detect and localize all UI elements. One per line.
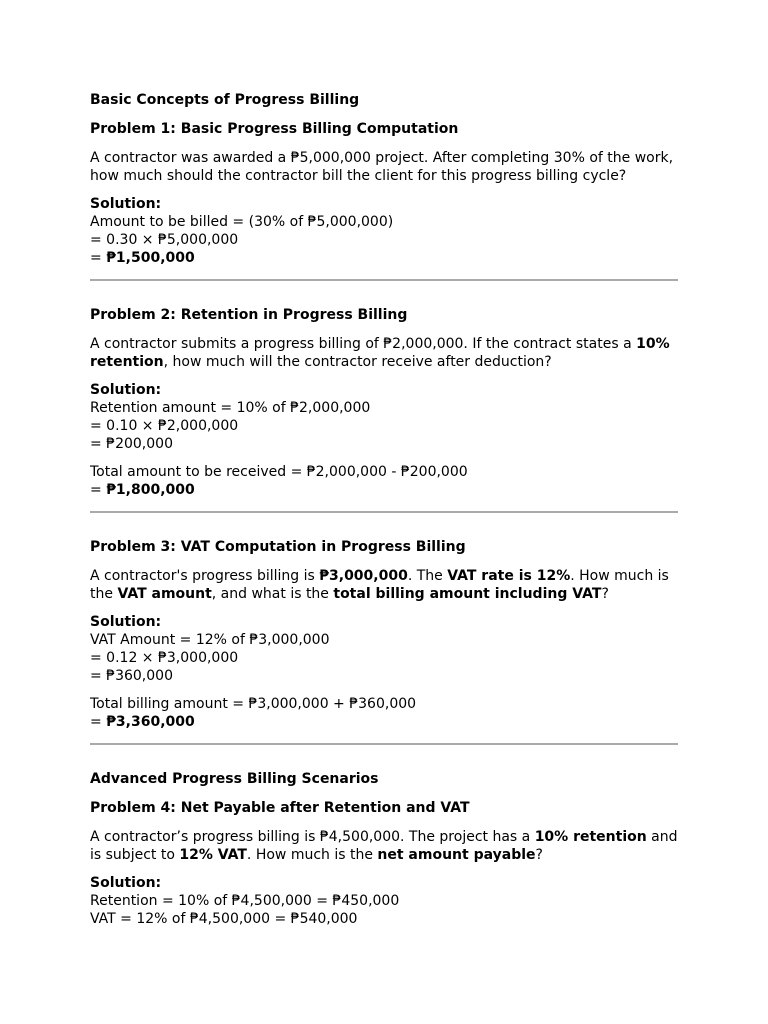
question-text: A contractor’s progress billing is ₱4,500,000. The project has a	[90, 829, 535, 845]
question-text: ?	[535, 847, 543, 863]
question-text: . The	[407, 568, 448, 584]
question-emphasis: 10% retention	[534, 829, 647, 845]
question-emphasis: 12% VAT	[179, 847, 247, 863]
question-text: ?	[601, 586, 609, 602]
problem-4	[90, 799, 678, 928]
result-prefix: =	[90, 714, 107, 730]
problem-3-question	[90, 567, 678, 603]
solution-total-line: Total amount to be received = ₱2,000,000 - ₱200,000	[90, 464, 468, 480]
problem-1-heading: Problem 1: Basic Progress Billing Computation	[90, 121, 459, 137]
problem-1-solution	[90, 195, 678, 267]
question-emphasis: net amount payable	[377, 847, 536, 863]
problem-4-heading: Problem 4: Net Payable after Retention and VAT	[90, 800, 470, 816]
problem-2-solution	[90, 381, 678, 499]
section-divider	[90, 279, 678, 281]
solution-total-line: Total billing amount = ₱3,000,000 + ₱360,000	[90, 696, 417, 712]
problem-2-heading: Problem 2: Retention in Progress Billing	[90, 307, 408, 323]
problem-4-solution	[90, 874, 678, 928]
question-emphasis: ₱3,000,000	[319, 568, 408, 584]
problem-3	[90, 538, 678, 731]
question-text: A contractor's progress billing is	[90, 568, 320, 584]
solution-label: Solution:	[90, 196, 162, 212]
problem-4-question	[90, 828, 678, 864]
problem-3-heading: Problem 3: VAT Computation in Progress Billing	[90, 539, 466, 555]
solution-line: Retention = 10% of ₱4,500,000 = ₱450,000	[90, 893, 400, 909]
solution-label: Solution:	[90, 382, 162, 398]
result-value: ₱1,500,000	[106, 250, 195, 266]
document-content	[90, 91, 678, 928]
question-emphasis: 10% retention	[90, 336, 670, 370]
section-divider	[90, 743, 678, 745]
section-title: Advanced Progress Billing Scenarios	[90, 771, 379, 787]
solution-line: Amount to be billed = (30% of ₱5,000,000)	[90, 214, 394, 230]
solution-line: Retention amount = 10% of ₱2,000,000	[90, 400, 371, 416]
result-prefix: =	[90, 250, 107, 266]
section-divider	[90, 511, 678, 513]
result-prefix: =	[90, 482, 107, 498]
result-value: ₱1,800,000	[106, 482, 195, 498]
question-emphasis: VAT rate is 12%	[447, 568, 571, 584]
question-text: . How much is the	[90, 568, 669, 602]
question-text: , and what is the	[211, 586, 334, 602]
solution-line: = ₱360,000	[90, 668, 173, 684]
solution-result-line	[90, 481, 678, 499]
problem-1	[90, 120, 678, 267]
question-text: . How much is the	[246, 847, 378, 863]
page-title: Basic Concepts of Progress Billing	[90, 92, 360, 108]
question-text: A contractor submits a progress billing of ₱2,000,000. If the contract states a	[90, 336, 637, 352]
result-value: ₱3,360,000	[106, 714, 195, 730]
solution-line: = 0.10 × ₱2,000,000	[90, 418, 239, 434]
problem-1-question: A contractor was awarded a ₱5,000,000 project. After completing 30% of the work, how much should the contractor bill the client for this progress billing cycle?	[90, 150, 674, 184]
solution-line: VAT = 12% of ₱4,500,000 = ₱540,000	[90, 911, 358, 927]
solution-line: = 0.12 × ₱3,000,000	[90, 650, 239, 666]
problem-3-solution	[90, 613, 678, 731]
solution-line: VAT Amount = 12% of ₱3,000,000	[90, 632, 330, 648]
solution-label: Solution:	[90, 614, 162, 630]
problem-2-question	[90, 335, 678, 371]
question-emphasis: VAT amount	[117, 586, 212, 602]
question-emphasis: total billing amount including VAT	[333, 586, 602, 602]
problem-2	[90, 306, 678, 499]
solution-result-line	[90, 713, 678, 731]
solution-line: = 0.30 × ₱5,000,000	[90, 232, 239, 248]
question-text: , how much will the contractor receive after deduction?	[163, 354, 552, 370]
solution-line: = ₱200,000	[90, 436, 173, 452]
solution-result-line	[90, 249, 678, 267]
solution-label: Solution:	[90, 875, 162, 891]
question-text: and is subject to	[90, 829, 678, 863]
